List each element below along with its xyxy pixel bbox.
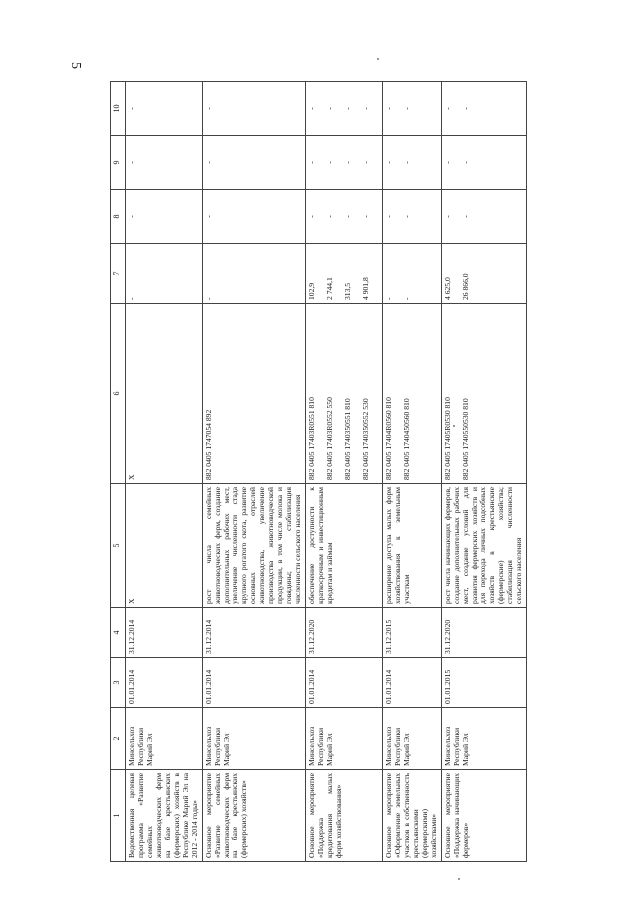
- cell-c9: [441, 136, 527, 190]
- cell-budget-codes: [441, 304, 527, 484]
- dash-value: -: [401, 161, 411, 164]
- amount-value: -: [127, 297, 136, 300]
- table-row: [306, 82, 383, 862]
- cell-budget-codes: [382, 304, 441, 484]
- dash-value: -: [307, 107, 317, 110]
- scan-speck: [453, 425, 455, 427]
- cell-expected-result: обеспечение доступности к краткосрочным и инвестиционным кредитам и займам: [306, 484, 383, 608]
- scan-speck: [458, 878, 460, 880]
- cell-expected-result: расширение доступа малых форм хозяйствования к земельным участкам: [382, 484, 441, 608]
- dash-value: -: [325, 161, 335, 164]
- budget-code: X: [127, 474, 136, 480]
- cell-executor: Минсельхоз Республики Марий Эл: [382, 708, 441, 770]
- cell-c8: [126, 190, 203, 244]
- dash-value: -: [460, 161, 470, 164]
- amount-value: 26 866,0: [460, 273, 470, 300]
- cell-amount-2014: [306, 244, 383, 304]
- cell-expected-result: рост числа начинающих фермеров, создание дополнительных рабочих мест, создание условий для развития фермерских хозяйств и для перехода личных подсобных хозяйств в крестьянские (фермерские) хозяйства; стабилизация численности сельского населения: [441, 484, 527, 608]
- cell-program-name: Основное мероприятие «Поддержка начинающих фермеров»: [441, 770, 527, 862]
- dash-value: -: [401, 215, 411, 218]
- amount-value: -: [203, 297, 213, 300]
- cell-c8: [202, 190, 305, 244]
- cell-start-date: 01.01.2014: [382, 658, 441, 708]
- cell-c10: [382, 82, 441, 136]
- cell-budget-codes: [202, 304, 305, 484]
- cell-program-name: Ведомственная целевая программа «Развитие семейных животноводческих ферм на базе крестьянских (фермерских) хозяйств в Республике Марий Эл на 2012 - 2014 годы»: [126, 770, 203, 862]
- col-header-6: 6: [111, 304, 126, 484]
- amount-value: 4 901,8: [360, 277, 370, 300]
- cell-program-name: Основное мероприятие «Поддержка кредитования малых форм хозяйствования»: [306, 770, 383, 862]
- cell-expected-result: X: [126, 484, 203, 608]
- dash-value: -: [127, 161, 136, 164]
- page-number: 5: [68, 62, 83, 69]
- budget-code: 882 0405 1747054 892: [203, 409, 213, 480]
- cell-executor: Минсельхоз Республики Марий Эл: [441, 708, 527, 770]
- cell-executor: Минсельхоз Республики Марий Эл: [202, 708, 305, 770]
- col-header-1: 1: [111, 770, 126, 862]
- cell-c9: [382, 136, 441, 190]
- cell-c9: [126, 136, 203, 190]
- budget-code: 882 0405 1740450560 810: [401, 398, 411, 480]
- dash-value: -: [360, 215, 370, 218]
- table-row: [441, 82, 527, 862]
- dash-value: -: [343, 107, 353, 110]
- cell-program-name: Основное мероприятие «Развитие семейных животноводческих ферм на базе крестьянских (фермерских) хозяйств»: [202, 770, 305, 862]
- cell-start-date: 01.01.2014: [126, 658, 203, 708]
- table-row: [382, 82, 441, 862]
- col-header-3: 3: [111, 658, 126, 708]
- dash-value: -: [460, 215, 470, 218]
- dash-value: -: [127, 107, 136, 110]
- cell-c8: [382, 190, 441, 244]
- col-header-4: 4: [111, 608, 126, 658]
- scan-speck: [377, 58, 379, 60]
- col-header-7: 7: [111, 244, 126, 304]
- amount-value: 313,5: [343, 282, 353, 300]
- dash-value: -: [360, 161, 370, 164]
- table-row: [202, 82, 305, 862]
- cell-budget-codes: [126, 304, 203, 484]
- dash-value: -: [203, 215, 213, 218]
- dash-value: -: [401, 107, 411, 110]
- budget-code: 882 0405 17403R0552 550: [325, 397, 335, 480]
- dash-value: -: [127, 215, 136, 218]
- dash-value: -: [203, 107, 213, 110]
- dash-value: -: [307, 161, 317, 164]
- dash-value: -: [325, 107, 335, 110]
- cell-start-date: 01.01.2015: [441, 658, 527, 708]
- cell-start-date: 01.01.2014: [306, 658, 383, 708]
- budget-code: 882 0405 1740550530 810: [460, 398, 470, 480]
- cell-c10: [126, 82, 203, 136]
- cell-end-date: 31.12.2014: [202, 608, 305, 658]
- budget-code: 882 0405 17404R0560 810: [383, 397, 393, 480]
- cell-c9: [306, 136, 383, 190]
- cell-c8: [306, 190, 383, 244]
- budget-code: 882 0405 1740350552 530: [360, 398, 370, 480]
- cell-end-date: 31.12.2015: [382, 608, 441, 658]
- cell-c10: [441, 82, 527, 136]
- program-table: [110, 81, 527, 862]
- budget-code: 882 0405 1740350551 810: [343, 398, 353, 480]
- amount-value: 2 744,1: [325, 277, 335, 300]
- header-row: [111, 82, 126, 862]
- dash-value: -: [442, 215, 452, 218]
- col-header-8: 8: [111, 190, 126, 244]
- amount-value: -: [383, 297, 393, 300]
- col-header-2: 2: [111, 708, 126, 770]
- dash-value: -: [460, 107, 470, 110]
- dash-value: -: [343, 215, 353, 218]
- cell-executor: Минсельхоз Республики Марий Эл: [126, 708, 203, 770]
- dash-value: -: [383, 107, 393, 110]
- cell-c9: [202, 136, 305, 190]
- cell-executor: Минсельхоз Республики Марий Эл: [306, 708, 383, 770]
- cell-end-date: 31.12.2014: [126, 608, 203, 658]
- dash-value: -: [343, 161, 353, 164]
- amount-value: -: [401, 297, 411, 300]
- budget-code: 882 0405 17403R0551 810: [307, 397, 317, 480]
- dash-value: -: [383, 215, 393, 218]
- document-table-rotated: [110, 82, 530, 862]
- amount-value: 4 625,0: [442, 277, 452, 300]
- col-header-9: 9: [111, 136, 126, 190]
- dash-value: -: [442, 107, 452, 110]
- amount-value: 102,9: [307, 282, 317, 300]
- budget-code: 882 0405 17405R0530 810: [442, 397, 452, 480]
- cell-end-date: 31.12.2020: [441, 608, 527, 658]
- dash-value: -: [325, 215, 335, 218]
- cell-amount-2014: [202, 244, 305, 304]
- dash-value: -: [360, 107, 370, 110]
- col-header-5: 5: [111, 484, 126, 608]
- cell-program-name: Основное мероприятие «Оформление земельных участков в собственность крестьянскими (фермерскими) хозяйствами»: [382, 770, 441, 862]
- cell-c8: [441, 190, 527, 244]
- cell-amount-2014: [441, 244, 527, 304]
- table-row: [126, 82, 203, 862]
- cell-c10: [306, 82, 383, 136]
- cell-c10: [202, 82, 305, 136]
- cell-end-date: 31.12.2020: [306, 608, 383, 658]
- dash-value: -: [442, 161, 452, 164]
- dash-value: -: [307, 215, 317, 218]
- cell-expected-result: рост числа семейных животноводческих ферм, создание дополнительных рабочих мест, увеличение численности стада крупного рогатого скота, развитие основных отраслей животноводства, увеличение производства животноводческой продукции, в том числе молока и говядины; стабилизация численности сельского населения: [202, 484, 305, 608]
- dash-value: -: [203, 161, 213, 164]
- cell-amount-2014: [126, 244, 203, 304]
- cell-budget-codes: [306, 304, 383, 484]
- dash-value: -: [383, 161, 393, 164]
- cell-amount-2014: [382, 244, 441, 304]
- col-header-10: 10: [111, 82, 126, 136]
- cell-start-date: 01.01.2014: [202, 658, 305, 708]
